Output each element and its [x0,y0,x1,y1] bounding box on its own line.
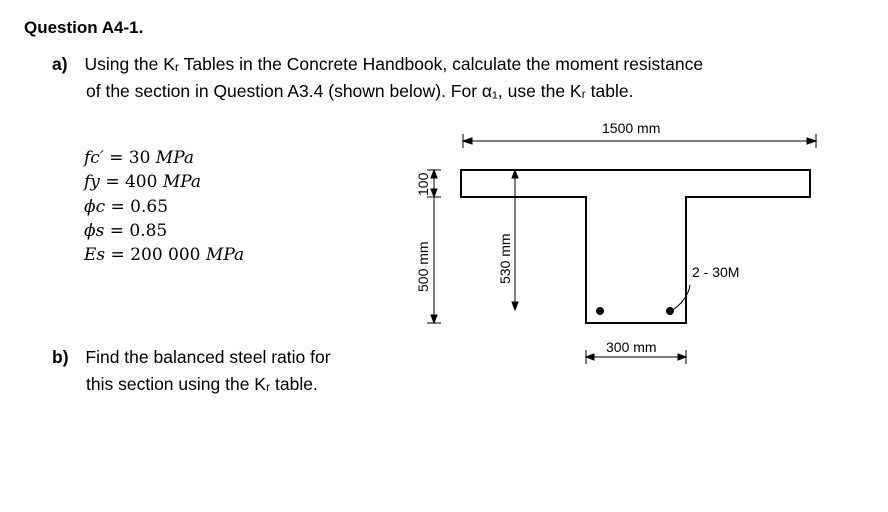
total-height-arrow-bottom [431,315,437,323]
fy-symbol: fy [84,172,100,192]
flange-width-arrow-right [807,138,816,144]
part-b-label: b) [52,347,69,367]
question-title: Question A4-1. [24,18,144,37]
effective-depth-label: 530 mm [497,233,513,284]
es-value: 200 000 [130,245,201,265]
part-b-line-2: this section using the Kᵣ table. [86,374,318,394]
fc-unit: MPa [155,148,195,168]
rebar-right [666,307,674,315]
flange-thickness-arrow [431,189,437,197]
total-height-label: 500 mm [415,241,431,292]
fc-equals: = [109,148,124,168]
fc-value: 30 [128,148,151,168]
part-a-line-2: of the section in Question A3.4 (shown below). For α₁, use the Kᵣ table. [86,81,634,101]
phic-symbol: ϕc [84,197,106,217]
phic-value: 0.65 [130,197,169,217]
part-b-text-1: Find the balanced steel ratio for [85,347,331,367]
total-height-arrow-top [431,170,437,178]
fy-equals: = [105,172,120,192]
phic-equals: = [110,197,125,217]
web-width-arrow-right [678,354,686,360]
flange-thickness-label: 100 [415,172,431,196]
fc-symbol: fc′ [84,148,104,168]
phis-value: 0.85 [129,221,168,241]
effective-depth-arrow-top [512,170,518,178]
web-width-arrow-left [586,354,594,360]
t-beam-outline [461,170,810,323]
es-equals: = [110,245,125,265]
es-unit: MPa [205,245,245,265]
effective-depth-arrow-bottom [512,302,518,310]
flange-width-label: 1500 mm [602,120,661,136]
rebar-left [596,307,604,315]
rebar-label: 2 - 30M [692,264,740,280]
fy-unit: MPa [162,172,202,192]
flange-width-arrow-left [463,138,472,144]
phis-equals: = [109,221,124,241]
web-width-label: 300 mm [606,339,657,355]
part-a-text-1: Using the Kᵣ Tables in the Concrete Handbook, calculate the moment resistance [84,54,704,74]
part-a-label: a) [52,54,68,74]
fy-value: 400 [124,172,158,192]
es-symbol: Es [84,245,106,265]
phis-symbol: ϕs [84,221,105,241]
